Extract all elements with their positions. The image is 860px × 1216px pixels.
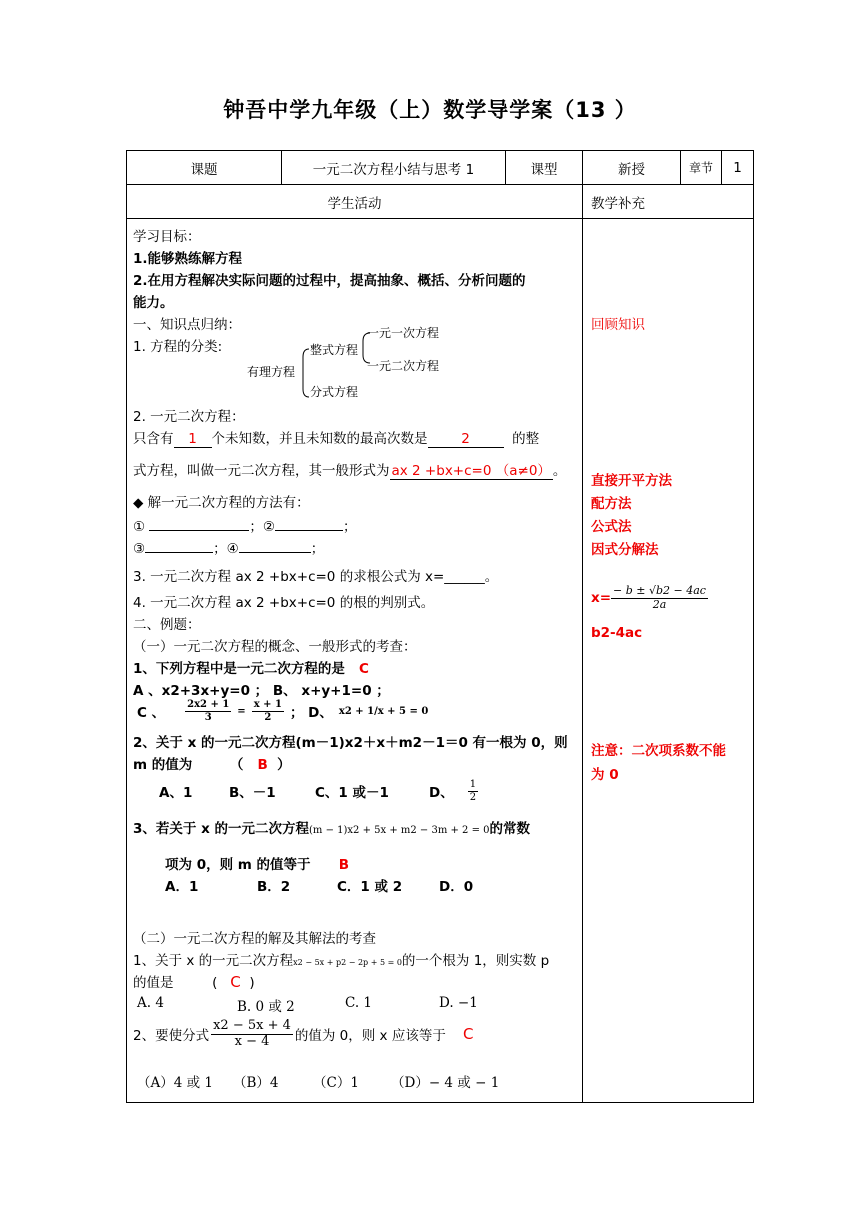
tree-fractional: 分式方程	[310, 385, 359, 399]
item-1: 1. 方程的分类:	[133, 339, 223, 355]
quadratic-formula: x= $\frac{- b \pm √b2 - 4ac}{2a}$	[591, 584, 706, 611]
goal-2a: 2.在用方程解决实际问题的过程中，提高抽象、概括、分析问题的	[133, 273, 526, 289]
item-4: 4. 一元二次方程 ax 2 +bx+c=0 的根的判别式。	[133, 595, 435, 611]
tree-brackets	[297, 327, 377, 399]
topic-label: 课题	[127, 151, 282, 185]
method-4: 因式分解法	[591, 542, 659, 558]
chapter-value: 1	[722, 151, 754, 185]
topic-value: 一元二次方程小结与思考 1	[282, 151, 506, 185]
item-2: 2. 一元二次方程：	[133, 409, 245, 425]
goal-2b: 能力。	[133, 295, 174, 311]
question-1-options-ab: A 、x2+3x+y=0 ； B、 x+y+1=0 ；	[133, 683, 390, 699]
methods-title: ◆ 解一元二次方程的方法有：	[133, 495, 310, 511]
chapter-label: 章节	[681, 151, 722, 185]
teaching-supplement-header: 教学补充	[583, 185, 754, 219]
section-2-title: 二、例题：	[133, 617, 201, 633]
goals-title: 学习目标：	[133, 229, 201, 245]
method-2: 配方法	[591, 496, 632, 512]
question-2-options: A、1 B、－1 C、1 或－1 D、 $\frac{1}{2}$	[159, 779, 477, 803]
question-2a: 2、关于 x 的一元二次方程(m－1)x2＋x＋m2－1＝0 有一根为 0，则	[133, 735, 568, 751]
review-note: 回顾知识	[591, 317, 645, 333]
section-1-title: 一、知识点归纳：	[133, 317, 241, 333]
question-5: 2、要使分式 $\frac{x2 - 5x + 4}{x - 4}$ 的值为 0，则 x 应该等于 C	[133, 1018, 474, 1049]
student-activity-header: 学生活动	[127, 185, 583, 219]
answer-q4: C	[230, 973, 241, 991]
question-3-options: A．1 B．2 C．1 或 2 D．0	[165, 879, 474, 895]
part-2-title: （二）一元二次方程的解及其解法的考查	[133, 931, 376, 947]
discriminant: b2-4ac	[591, 625, 643, 641]
answer-q2: B	[257, 757, 268, 773]
method-3: 公式法	[591, 519, 632, 535]
note-line-2: 为 0	[591, 767, 619, 783]
tree-linear: 一元一次方程	[367, 326, 440, 340]
tree-quadratic: 一元二次方程	[367, 359, 440, 373]
note-line-1: 注意：二次项系数不能	[591, 743, 726, 759]
type-value: 新授	[583, 151, 681, 185]
question-4b: 的值是 ( C )	[133, 973, 255, 991]
tree-integral: 整式方程	[310, 343, 359, 357]
page-title: 钟吾中学九年级（上）数学导学案（13 ）	[223, 98, 637, 122]
teaching-supplement-cell	[583, 219, 754, 1103]
blank-general-form: ax 2 +bx+c=0 （a≠0）	[390, 459, 553, 480]
tree-root: 有理方程	[247, 365, 296, 379]
question-5-options: （A）4 或 1 （B）4 （C）1 （D）− 4 或 − 1	[137, 1075, 500, 1091]
item-3: 3. 一元二次方程 ax 2 +bx+c=0 的求根公式为 x=______。	[133, 569, 499, 585]
goal-1: 1.能够熟练解方程	[133, 251, 243, 267]
question-3b: 项为 0，则 m 的值等于 B	[165, 857, 350, 873]
methods-row-1: ① ；② ；	[133, 519, 357, 535]
type-label: 课型	[506, 151, 583, 185]
answer-q5: C	[463, 1025, 474, 1044]
definition-line-2: 式方程，叫做一元二次方程，其一般形式为 ax 2 +bx+c=0 （a≠0） 。	[133, 459, 566, 480]
question-2b: m 的值为 （ B ）	[133, 757, 291, 773]
answer-q3: B	[338, 857, 350, 873]
question-1-options-cd: C 、 $\frac{2x2 + 1}{3}$ = $\frac{x + 1}{2}$ ； D、 x2 + 1/x + 5 = 0	[137, 699, 429, 723]
student-activity-cell	[127, 219, 583, 1103]
question-4a: 1、关于 x 的一元二次方程x2 − 5x + p2 − 2p + 5 = 0的一个根为 1，则实数 p	[133, 953, 550, 969]
methods-row-2: ③ ；④ ；	[133, 541, 325, 557]
question-1: 1、下列方程中是一元二次方程的是 C	[133, 661, 369, 677]
question-4-options: A. 4 B. 0 或 2 C. 1 D. −1	[137, 995, 478, 1015]
part-1-title: （一）一元二次方程的概念、一般形式的考查：	[133, 639, 417, 655]
blank-unknowns: 1	[174, 431, 212, 448]
lesson-table	[126, 150, 754, 1103]
question-3a: 3、若关于 x 的一元二次方程(m − 1)x2 + 5x + m2 − 3m + 2 = 0的常数	[133, 821, 530, 837]
answer-q1: C	[359, 661, 369, 677]
definition-line-1: 只含有 1 个未知数，并且未知数的最高次数是 2 的整	[133, 431, 540, 447]
method-1: 直接开平方法	[591, 473, 672, 489]
blank-degree: 2	[428, 431, 504, 448]
